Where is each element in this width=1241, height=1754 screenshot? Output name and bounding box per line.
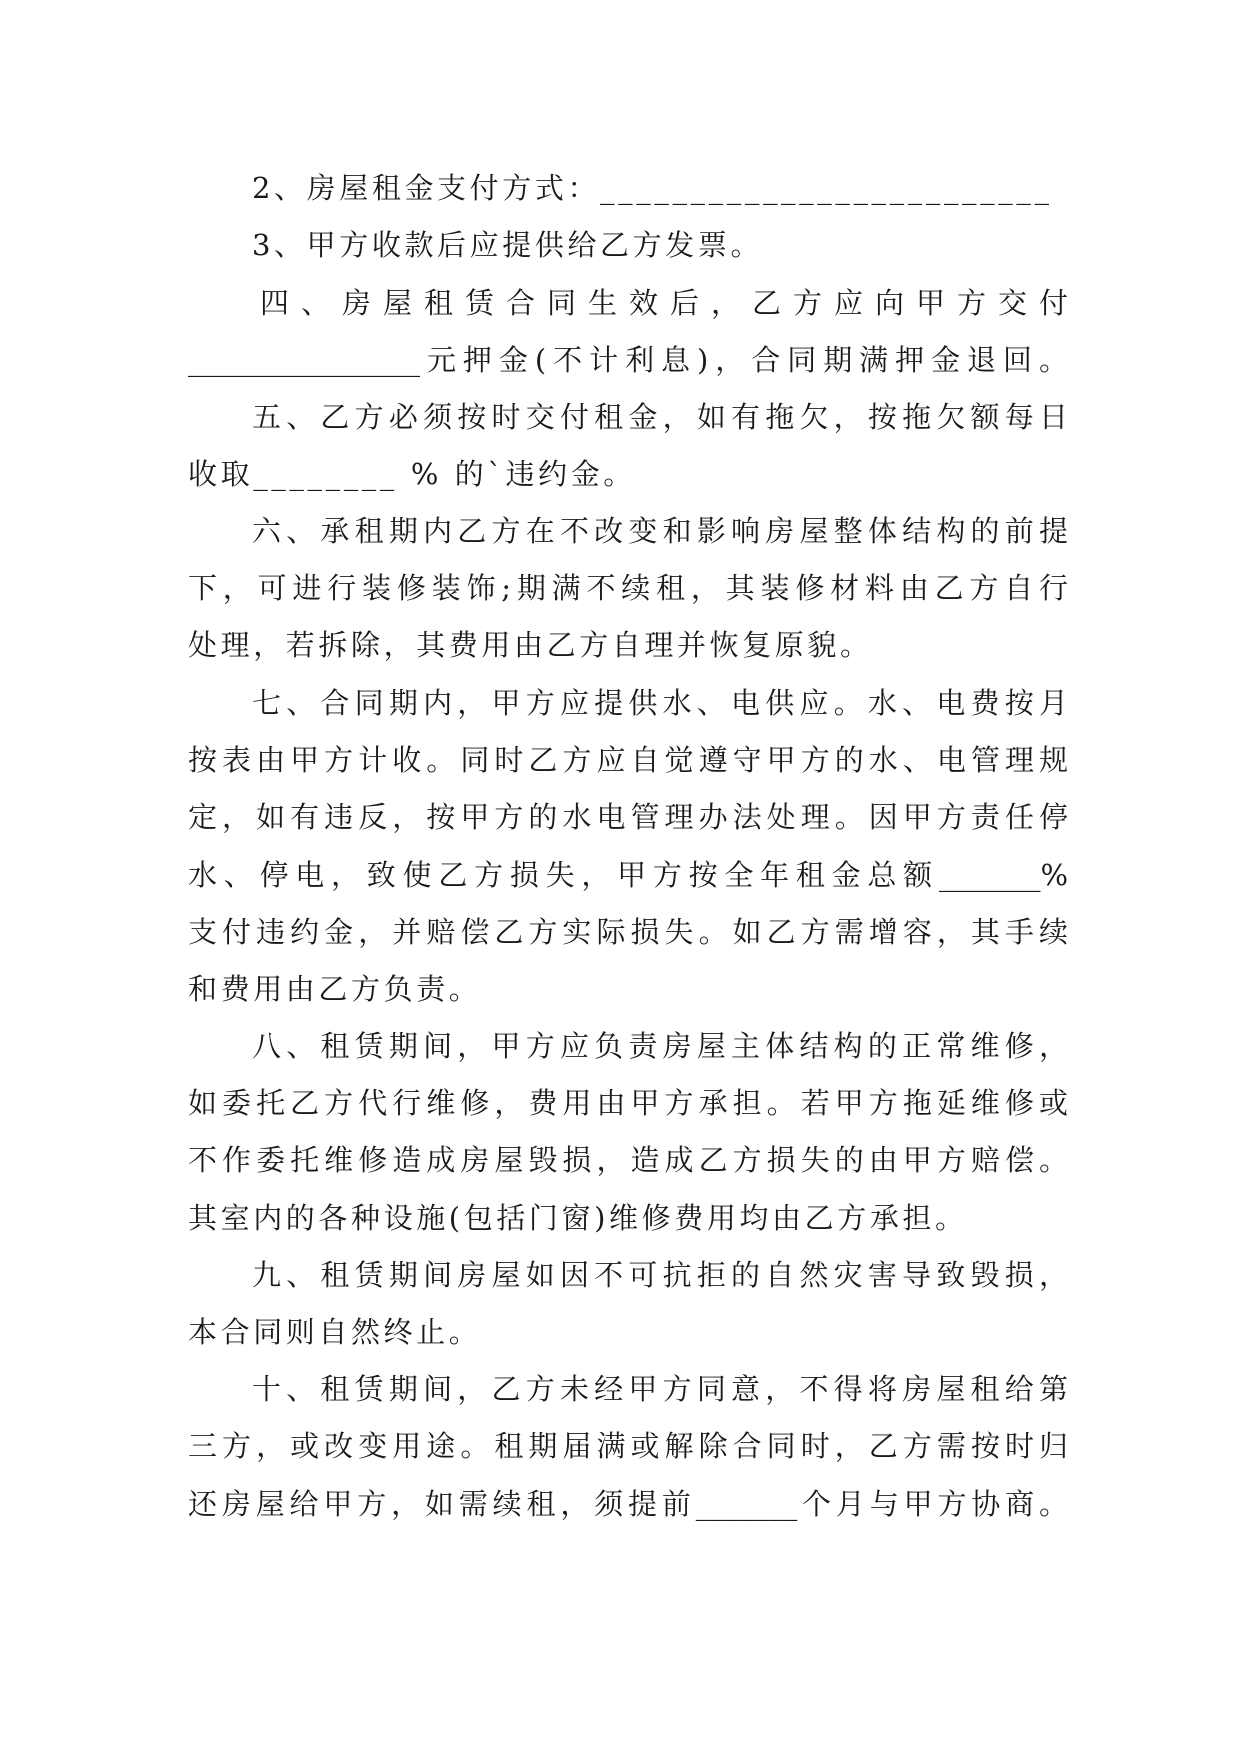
clause-7-line-3: 定，如有违反，按甲方的水电管理办法处理。因甲方责任停 — [188, 800, 1068, 834]
clause-9-line-1: 九、租赁期间房屋如因不可抗拒的自然灾害导致毁损， — [252, 1258, 1068, 1292]
clause-8-line-1: 八、租赁期间，甲方应负责房屋主体结构的正常维修， — [252, 1029, 1068, 1063]
clause-4-line-2: ________________元押金(不计利息)，合同期满押金退回。 — [188, 343, 1068, 377]
clause-9-line-2: 本合同则自然终止。 — [188, 1315, 482, 1349]
clause-8-line-3: 不作委托维修造成房屋毁损，造成乙方损失的由甲方赔偿。 — [188, 1143, 1068, 1177]
clause-7-line-4: 水、停电，致使乙方损失，甲方按全年租金总额_______% — [188, 858, 1068, 892]
clause-3-item-2: 2、房屋租金支付方式：_________________________ — [252, 171, 1053, 205]
clause-8-line-2: 如委托乙方代行维修，费用由甲方承担。若甲方拖延维修或 — [188, 1086, 1068, 1120]
clause-5-line-2: 收取________ % 的`违约金。 — [188, 457, 636, 491]
clause-3-item-3: 3、甲方收款后应提供给乙方发票。 — [252, 228, 764, 262]
clause-7-line-6: 和费用由乙方负责。 — [188, 972, 482, 1006]
clause-10-line-3: 还房屋给甲方，如需续租，须提前_______个月与甲方协商。 — [188, 1487, 1068, 1521]
clause-8-line-4: 其室内的各种设施(包括门窗)维修费用均由乙方承担。 — [188, 1201, 968, 1235]
clause-6-line-3: 处理，若拆除，其费用由乙方自理并恢复原貌。 — [188, 628, 873, 662]
clause-5-line-1: 五、乙方必须按时交付租金，如有拖欠，按拖欠额每日 — [252, 400, 1068, 434]
clause-10-line-1: 十、租赁期间，乙方未经甲方同意，不得将房屋租给第 — [252, 1372, 1068, 1406]
clause-7-line-5: 支付违约金，并赔偿乙方实际损失。如乙方需增容，其手续 — [188, 915, 1068, 949]
clause-10-line-2: 三方，或改变用途。租期届满或解除合同时，乙方需按时归 — [188, 1429, 1068, 1463]
clause-7-line-2: 按表由甲方计收。同时乙方应自觉遵守甲方的水、电管理规 — [188, 743, 1068, 777]
clause-4-line-1: 四、房屋租赁合同生效后，乙方应向甲方交付 — [260, 286, 1068, 320]
clause-6-line-2: 下，可进行装修装饰;期满不续租，其装修材料由乙方自行 — [188, 571, 1068, 605]
clause-7-line-1: 七、合同期内，甲方应提供水、电供应。水、电费按月 — [252, 686, 1068, 720]
clause-6-line-1: 六、承租期内乙方在不改变和影响房屋整体结构的前提 — [252, 514, 1068, 548]
